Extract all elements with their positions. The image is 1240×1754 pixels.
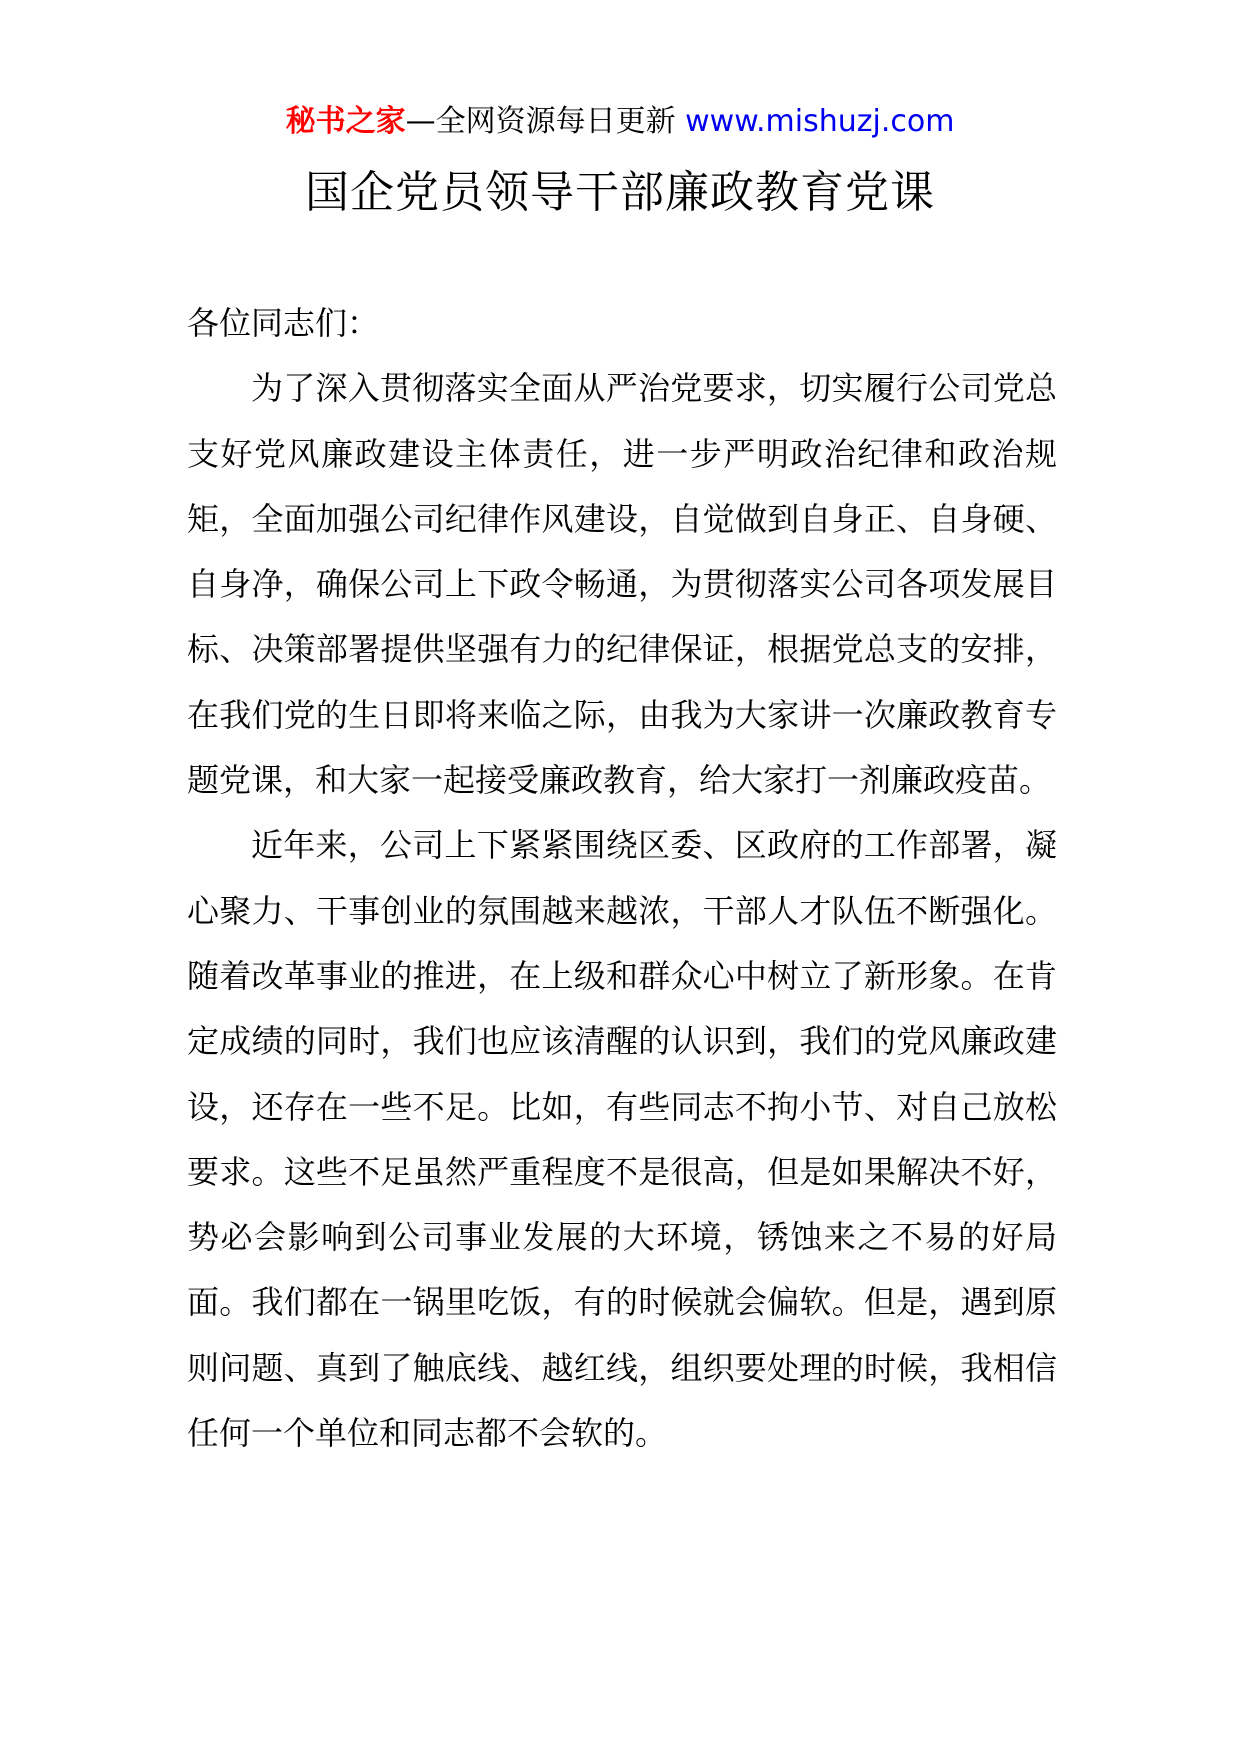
document-title: 国企党员领导干部廉政教育党课 <box>305 167 935 218</box>
site-header <box>0 100 1240 144</box>
document-body <box>187 291 1057 1466</box>
salutation: 各位同志们： <box>187 304 380 342</box>
brand-name: 秘书之家 <box>285 104 406 139</box>
header-tagline: —全网资源每日更新 <box>405 104 686 139</box>
site-url-link[interactable]: www.mishuzj.com <box>685 104 955 139</box>
paragraph-1: 为了深入贯彻落实全面从严治党要求，切实履行公司党总支好党风廉政建设主体责任，进一步严明政治纪律和政治规矩，全面加强公司纪律作风建设，自觉做到自身正、自身硬、自身净，确保公司上下政令畅通，为贯彻落实公司各项发展目标、决策部署提供坚强有力的纪律保证，根据党总支的安排，在我们党的生日即将来临之际，由我为大家讲一次廉政教育专题党课，和大家一起接受廉政教育，给大家打一剂廉政疫苗。 <box>187 369 1057 800</box>
paragraph-2: 近年来，公司上下紧紧围绕区委、区政府的工作部署，凝心聚力、干事创业的氛围越来越浓，干部人才队伍不断强化。随着改革事业的推进，在上级和群众心中树立了新形象。在肯定成绩的同时，我们也应该清醒的认识到，我们的党风廉政建设，还存在一些不足。比如，有些同志不拘小节、对自己放松要求。这些不足虽然严重程度不是很高，但是如果解决不好，势必会影响到公司事业发展的大环境，锈蚀来之不易的好局面。我们都在一锅里吃饭，有的时候就会偏软。但是，遇到原则问题、真到了触底线、越红线，组织要处理的时候，我相信任何一个单位和同志都不会软的。 <box>187 826 1057 1453</box>
